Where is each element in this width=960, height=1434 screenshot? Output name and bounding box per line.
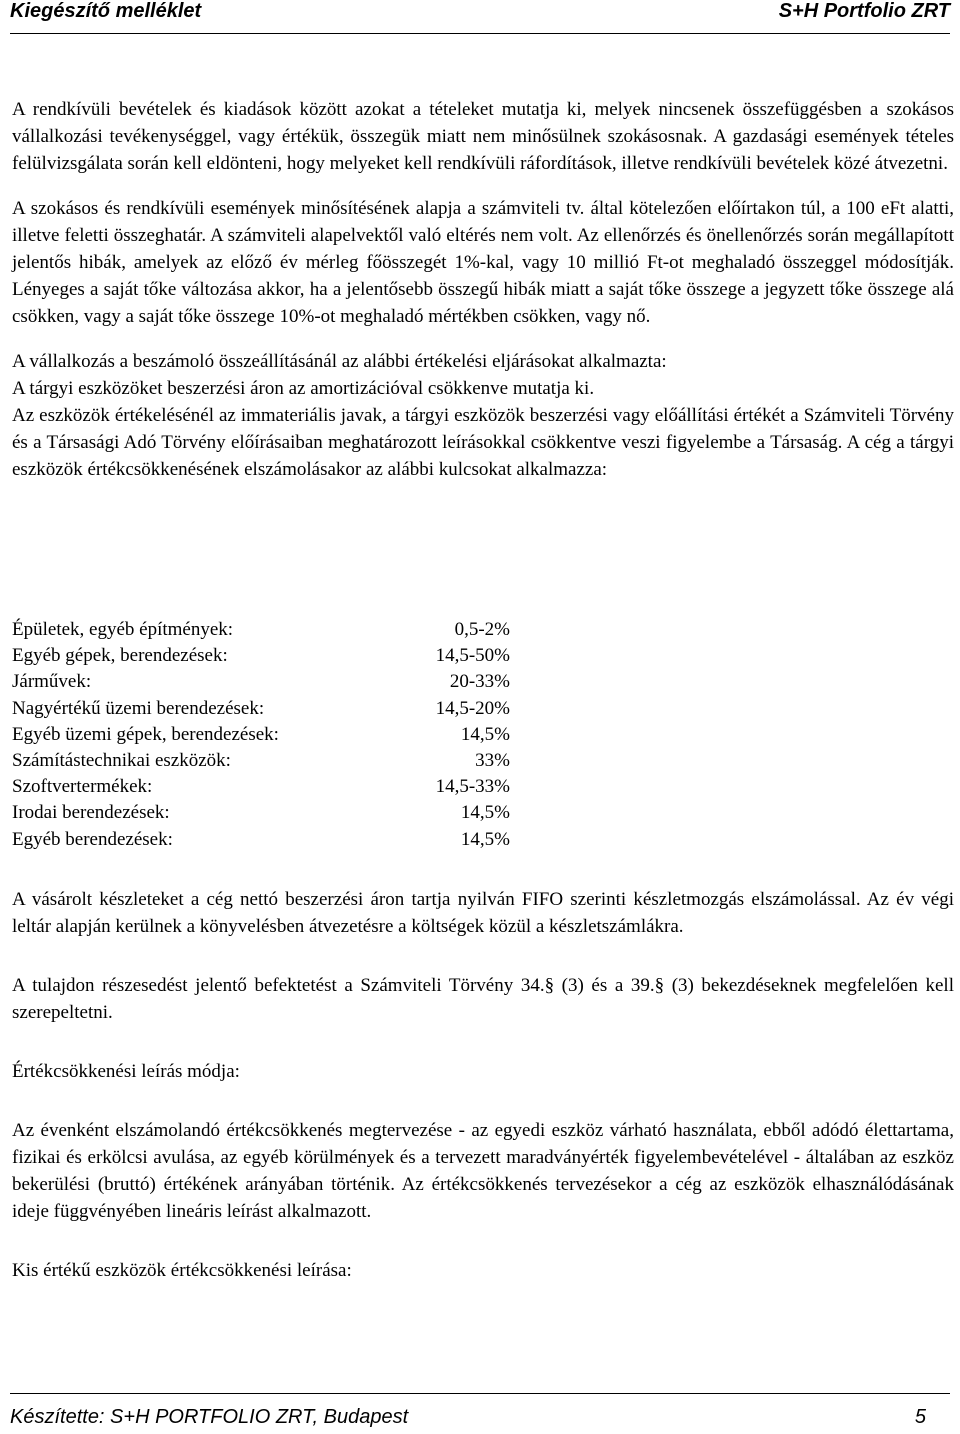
list-item xyxy=(12,643,532,669)
list-item xyxy=(12,722,532,748)
rate-value: 14,5% xyxy=(460,723,510,745)
paragraph-investments: A tulajdon részesedést jelentő befektetést a Számviteli Törvény 34.§ (3) és a 39.§ (3) bekezdéseknek megfelelően kell szerepeltetni. xyxy=(12,975,954,1023)
rate-value: 33% xyxy=(475,749,510,771)
rate-label: Épületek, egyéb építmények: xyxy=(12,619,234,640)
page-number: 5 xyxy=(914,1406,926,1428)
rate-value: 14,5% xyxy=(460,828,510,850)
paragraph-asset-valuation: Az eszközök értékelésénél az immateriális javak, a tárgyi eszközök beszerzési vagy előállítási értékét a Számviteli Törvény és a Társasági Adó Törvény előírásaiban meghatározott leírásokkal csökkentve veszi figyelembe a Társaság. A cég a tárgyi eszközök értékcsökkenésének elszámolásakor az alábbi kulcsokat alkalmazza: xyxy=(12,405,954,480)
rate-label: Egyéb berendezések: xyxy=(12,828,173,850)
rate-value: 14,5% xyxy=(460,802,510,824)
paragraph-extraordinary-items: A rendkívüli bevételek és kiadások között azokat a tételeket mutatja ki, melyek nincsenek összefüggésben a szokásos vállalkozási tevékenységgel, vagy értékük, összegük miatt nem minősülnek szokásosnak. A gazdasági események tételes felülvizsgálata során kell eldönteni, hogy melyeket kell rendkívüli ráfordítások, illetve rendkívüli bevételek közé átvezetni. xyxy=(12,99,954,174)
rate-label: Járművek: xyxy=(12,671,92,693)
rate-value: 14,5-33% xyxy=(435,776,510,798)
page-footer xyxy=(10,1406,926,1432)
paragraph-classification-basis: A szokásos és rendkívüli események minősítésének alapja a számviteli tv. által kötelezően előírtakon túl, a 100 eFt alatti, illetve feletti összeghatár. A számviteli alapelvektől való eltérés nem volt. Az ellenőrzés és önellenőrzés során megállapított jelentős hibák, amelyek az előző év mérleg főösszegét 1%-kal, vagy 10 millió Ft-ot meghaladó összeggel módosítják. Lényeges a saját tőke változása akkor, ha a jelentősebb összegű hibák miatt a saját tőke összege a jegyzett tőke összege alá csökken, vagy a saját tőke összege 10%-ot meghaladó mértékben csökken, vagy nő. xyxy=(12,198,954,327)
bottom-text-block xyxy=(12,886,954,1284)
paragraph-valuation-intro: A vállalkozás a beszámoló összeállításánál az alábbi értékelési eljárásokat alkalmazta: xyxy=(12,351,667,372)
rate-label: Irodai berendezések: xyxy=(12,802,170,824)
paragraph-inventory: A vásárolt készleteket a cég nettó beszerzési áron tartja nyilván FIFO szerinti készletmozgás elszámolással. Az év végi leltár alapján kerülnek a könyvelésben átvezetésre a költségek közül a készletszámlákra. xyxy=(12,889,954,937)
paragraph-tangible-assets: A tárgyi eszközöket beszerzési áron az amortizációval csökkenve mutatja ki. xyxy=(12,378,595,399)
header-company: S+H Portfolio ZRT xyxy=(778,0,950,22)
depreciation-rates-list xyxy=(12,617,532,853)
rate-value: 0,5-2% xyxy=(454,619,510,640)
rate-label: Szoftvertermékek: xyxy=(12,776,153,798)
rate-label: Nagyértékű üzemi berendezések: xyxy=(12,697,265,719)
rate-value: 14,5-20% xyxy=(435,697,510,719)
list-item xyxy=(12,827,532,853)
list-item xyxy=(12,800,532,826)
rate-value: 20-33% xyxy=(449,671,510,693)
list-item xyxy=(12,669,532,695)
list-item xyxy=(12,748,532,774)
rate-label: Egyéb üzemi gépek, berendezések: xyxy=(12,723,279,745)
header-title: Kiegészítő melléklet xyxy=(10,0,202,22)
paragraph-depreciation-method: Az évenként elszámolandó értékcsökkenés megtervezése - az egyedi eszköz várható használata, ebből adódó élettartama, fizikai és erkölcsi avulása, az egyéb körülmények és a tervezett maradványérték figyelembevételével - általában az eszköz bekerülési (bruttó) értékének arányában történik. Az értékcsökkenés tervezésekor a cég az eszközök elhasználódásának ideje függvényében lineáris leírást alkalmazott. xyxy=(12,1120,954,1222)
page-header xyxy=(10,0,950,30)
rate-label: Egyéb gépek, berendezések: xyxy=(12,645,228,667)
list-item xyxy=(12,617,532,643)
footer-author: Készítette: S+H PORTFOLIO ZRT, Budapest xyxy=(10,1406,409,1428)
list-item xyxy=(12,696,532,722)
footer-divider xyxy=(10,1393,950,1394)
top-text-block xyxy=(12,96,954,483)
section-heading-low-value-assets: Kis értékű eszközök értékcsökkenési leírása: xyxy=(12,1260,352,1281)
section-heading-depreciation: Értékcsökkenési leírás módja: xyxy=(12,1061,240,1082)
header-divider xyxy=(10,33,950,34)
rate-value: 14,5-50% xyxy=(435,645,510,667)
rate-label: Számítástechnikai eszközök: xyxy=(12,749,231,771)
list-item xyxy=(12,774,532,800)
